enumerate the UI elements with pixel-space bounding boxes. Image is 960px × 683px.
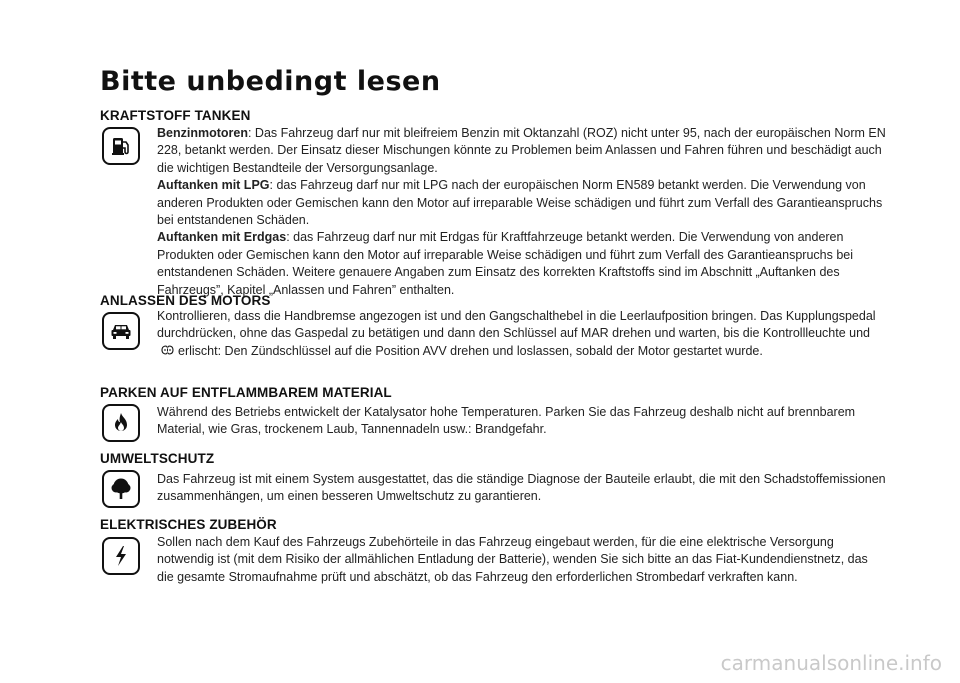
label-petrol: Benzinmotoren [157,126,248,140]
fuel-pump-icon [102,127,140,165]
paragraph-electrical: Sollen nach dem Kauf des Fahrzeugs Zubehörteile in das Fahrzeug eingebaut werden, für die eine elektrische Versorgung notwendig ist (mit dem Risiko der allmählichen Entladung der Batterie), wenden Sie sich bitte an das Fiat-Kundendienstnetz, das die gesamte Stromaufnahme prüft und abschätzt, ob das Fahrzeug den erforderlichen Strombedarf verkraften kann. [157,535,868,584]
text-start-b: erlischt: Den Zündschlüssel auf die Position AVV drehen und loslassen, sobald der Motor gestartet wurde. [178,343,763,358]
page-title: Bitte unbedingt lesen [100,66,441,97]
section-heading-start: ANLASSEN DES MOTORS [100,293,271,308]
section-body-environment [157,471,887,506]
section-body-parking [157,404,887,439]
tree-icon [102,470,140,508]
car-icon [102,312,140,350]
text-cng: : das Fahrzeug darf nur mit Erdgas für Kraftfahrzeuge betankt werden. Die Verwendung von anderen Produkten oder Gemischen kann den Motor auf irreparable Weise schädigen und führt zum Verfall des Garantieanspruchs bei entstandenen Schäden. Weitere genauere Angaben zum Einsatz des korrekten Kraftstoffs sind im Abschnitt „Auftanken des Fahrzeugs”, Kapitel „Anlassen und Fahren” enthalten. [157,230,853,297]
paragraph-start [157,308,887,360]
section-heading-parking: PARKEN AUF ENTFLAMMBAREM MATERIAL [100,385,392,400]
text-petrol: : Das Fahrzeug darf nur mit bleifreiem Benzin mit Oktanzahl (ROZ) nicht unter 95, nach der europäischen Norm EN 228, betankt werden. Der Einsatz dieser Mischungen könnte zu Problemen beim Anlassen und Fahren führen und beschädigt auch die wichtigen Bestandteile der Versorgungsanlage. [157,126,886,175]
paragraph-petrol [157,125,887,177]
section-heading-electrical: ELEKTRISCHES ZUBEHÖR [100,517,277,532]
label-lpg: Auftanken mit LPG [157,178,270,193]
section-heading-environment: UMWELTSCHUTZ [100,451,215,466]
text-lpg: : das Fahrzeug darf nur mit LPG nach der europäischen Norm EN589 betankt werden. Die Verwendung von anderen Produkten oder Gemischen kann den Motor auf irreparable Weise schädigen und führt zum Verfall des Garantieanspruchs bei entstandenen Schäden. [157,178,883,228]
section-body-start [157,308,887,360]
text-start-a: Kontrollieren, dass die Handbremse angezogen ist und den Gangschalthebel in die Leerlaufposition bringen. Das Kupplungspedal durchdrücken, ohne das Gaspedal zu betätigen und dann den Schlüssel auf MAR drehen und warten, bis die Kontrollleuchte und [157,309,876,341]
section-heading-fuel: KRAFTSTOFF TANKEN [100,108,251,123]
paragraph-lpg [157,177,887,229]
lightning-icon [102,537,140,575]
paragraph-cng [157,229,887,299]
glow-plug-warning-icon [160,344,175,356]
section-body-fuel [157,125,887,299]
flame-icon [102,404,140,442]
paragraph-environment: Das Fahrzeug ist mit einem System ausgestattet, das die ständige Diagnose der Bauteile erlaubt, die mit den Schadstoffemissionen zusammenhängen, um einen besseren Umweltschutz zu garantieren. [157,472,886,504]
watermark: carmanualsonline.info [720,651,942,675]
label-cng: Auftanken mit Erdgas [157,230,287,245]
paragraph-parking: Während des Betriebs entwickelt der Katalysator hohe Temperaturen. Parken Sie das Fahrzeug deshalb nicht auf brennbarem Material, wie Gras, trockenem Laub, Tannennadeln usw.: Brandgefahr. [157,405,856,437]
section-body-electrical [157,534,887,586]
